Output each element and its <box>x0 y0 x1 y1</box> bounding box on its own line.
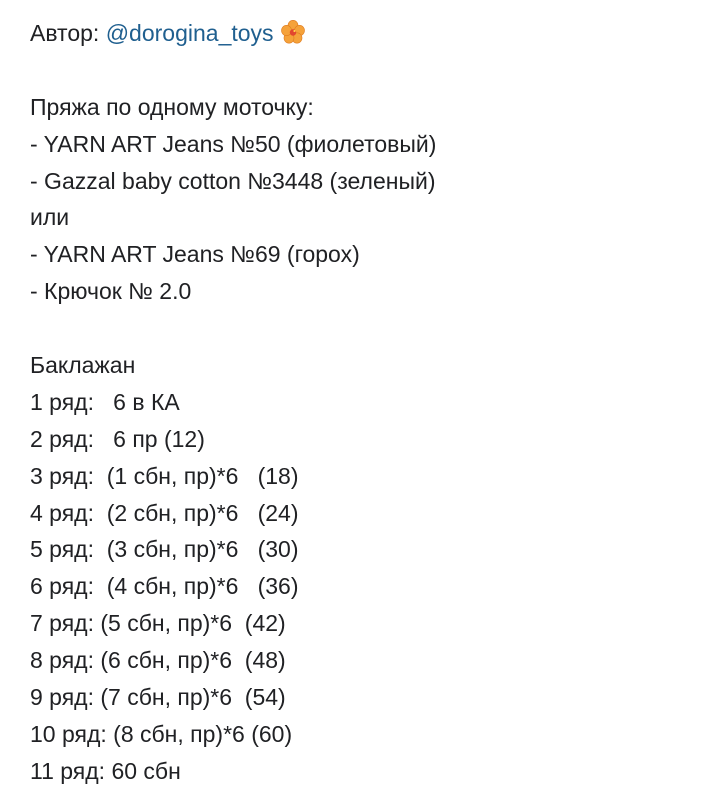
pattern-row: 5 ряд: (3 сбн, пр)*6 (30) <box>30 536 299 563</box>
yarn-alt-item: - YARN ART Jeans №69 (горох) <box>30 241 360 268</box>
pattern-row: 7 ряд: (5 сбн, пр)*6 (42) <box>30 610 286 637</box>
pattern-row: 4 ряд: (2 сбн, пр)*6 (24) <box>30 499 299 526</box>
pattern-row: 11 ряд: 60 сбн <box>30 757 181 784</box>
yarn-heading: Пряжа по одному моточку: <box>30 93 314 120</box>
or-text: или <box>30 204 70 231</box>
author-label: Автор: <box>30 20 106 46</box>
section-title: Баклажан <box>30 352 136 379</box>
pattern-row: 2 ряд: 6 пр (12) <box>30 425 205 452</box>
blank-line <box>30 52 700 89</box>
pattern-row: 1 ряд: 6 в КА <box>30 388 180 415</box>
pattern-row: 8 ряд: (6 сбн, пр)*6 (48) <box>30 647 286 674</box>
author-line <box>30 15 700 52</box>
hook-item: - Крючок № 2.0 <box>30 278 192 305</box>
pattern-row: 10 ряд: (8 сбн, пр)*6 (60) <box>30 720 293 747</box>
post-text <box>30 15 700 790</box>
pattern-row: 3 ряд: (1 сбн, пр)*6 (18) <box>30 462 299 489</box>
yarn-item: - YARN ART Jeans №50 (фиолетовый) <box>30 130 437 157</box>
yarn-item: - Gazzal baby cotton №3448 (зеленый) <box>30 167 436 194</box>
blank-line <box>30 310 700 347</box>
pattern-row: 9 ряд: (7 сбн, пр)*6 (54) <box>30 684 286 711</box>
pattern-row: 6 ряд: (4 сбн, пр)*6 (36) <box>30 573 299 600</box>
hibiscus-icon <box>280 19 306 45</box>
author-mention-link[interactable]: @dorogina_toys <box>105 20 274 46</box>
